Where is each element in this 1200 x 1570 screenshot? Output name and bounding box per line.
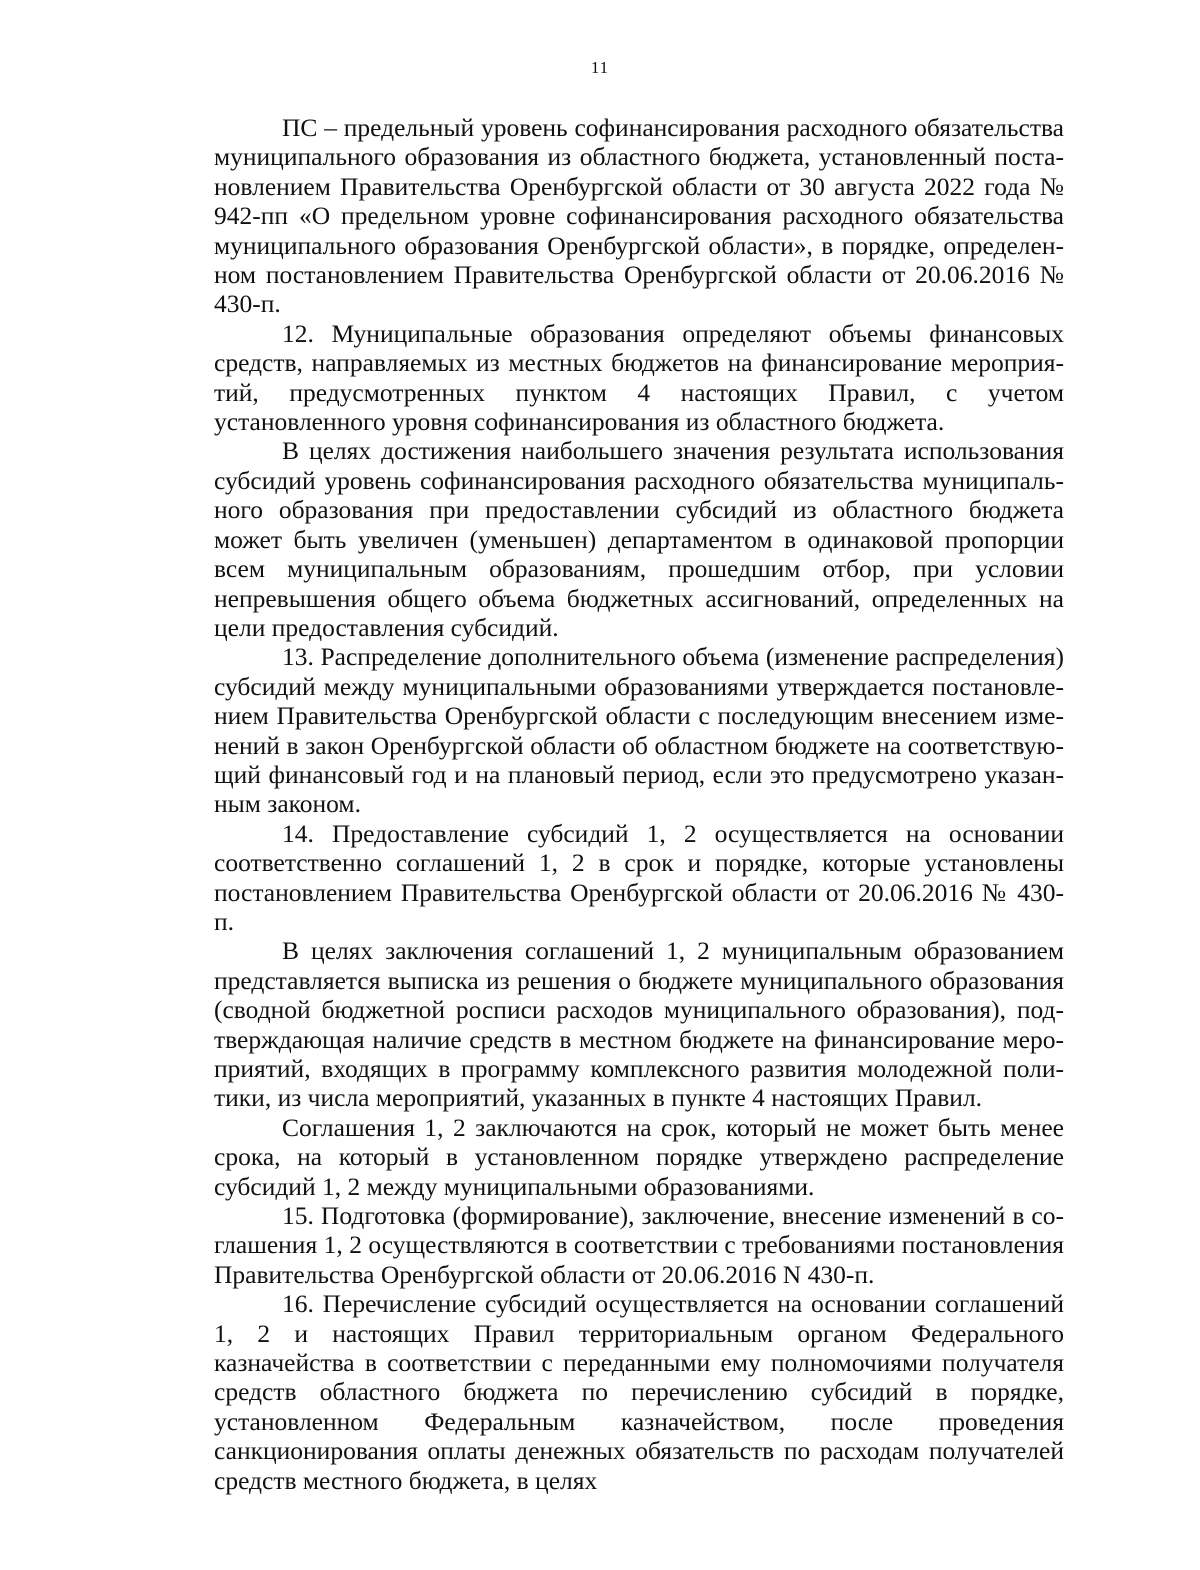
paragraph-12-cofinancing: В целях достижения наибольшего значения результата использования субсидий уровень софинансирования расходного обязательства муниципального образования при предоставлении субсидий из областного бюджета может быть увеличен (уменьшен) департаментом в одинаковой пропорции всем муниципальным образованиям, прошедшим отбор, при условии непревышения общего объема бюджетных ассигнований, определенных на цели предоставления субсидий. — [214, 436, 1064, 642]
paragraph-12: 12. Муниципальные образования определяют объемы финансовых средств, направляемых из местных бюджетов на финансирование мероприятий, предусмотренных пунктом 4 настоящих Правил, с учетом установленного уровня софинансирования из областного бюджета. — [214, 318, 1064, 437]
paragraph-ps-definition: ПС – предельный уровень софинансирования расходного обязательства муниципального образования из областного бюджета, установленный постановлением Правительства Оренбургской области от 30 августа 2022 года № 942-пп «О предельном уровне софинансирования расходного обязательства муниципального образования Оренбургской области», в порядке, определенном постановлением Правительства Оренбургской области от 20.06.2016 № 430-п. — [214, 113, 1064, 319]
paragraph-13: 13. Распределение дополнительного объема (изменение распределения) субсидий между муниципальными образованиями утверждается постановлением Правительства Оренбургской области с последующим внесением изменений в закон Оренбургской области об областном бюджете на соответствующий финансовый год и на плановый период, если это предусмотрено указанным законом. — [214, 642, 1064, 819]
paragraph-14-agreements: В целях заключения соглашений 1, 2 муниципальным образованием представляется выписка из решения о бюджете муниципального образования (сводной бюджетной росписи расходов муниципального образования), подтверждающая наличие средств в местном бюджете на финансирование мероприятий, входящих в программу комплексного развития молодежной политики, из числа мероприятий, указанных в пункте 4 настоящих Правил. — [214, 936, 1064, 1113]
page-number: 11 — [590, 58, 610, 77]
paragraph-16: 16. Перечисление субсидий осуществляется на основании соглашений 1, 2 и настоящих Правил территориальным органом Федерального казначейства в соответствии с переданными ему полномочиями получателя средств областного бюджета по перечислению субсидий в порядке, установленном Федеральным казначейством, после проведения санкционирования оплаты денежных обязательств по расходам получателей средств местного бюджета, в целях — [214, 1289, 1064, 1495]
paragraph-15: 15. Подготовка (формирование), заключение, внесение изменений в соглашения 1, 2 осуществляются в соответствии с требованиями постановления Правительства Оренбургской области от 20.06.2016 N 430-п. — [214, 1201, 1064, 1289]
document-body — [214, 113, 1064, 1495]
paragraph-14-term: Соглашения 1, 2 заключаются на срок, который не может быть менее срока, на который в установленном порядке утверждено распределение субсидий 1, 2 между муниципальными образованиями. — [214, 1112, 1064, 1201]
paragraph-14: 14. Предоставление субсидий 1, 2 осуществляется на основании соответственно соглашений 1, 2 в срок и порядке, которые установлены постановлением Правительства Оренбургской области от 20.06.2016 № 430-п. — [214, 818, 1064, 936]
